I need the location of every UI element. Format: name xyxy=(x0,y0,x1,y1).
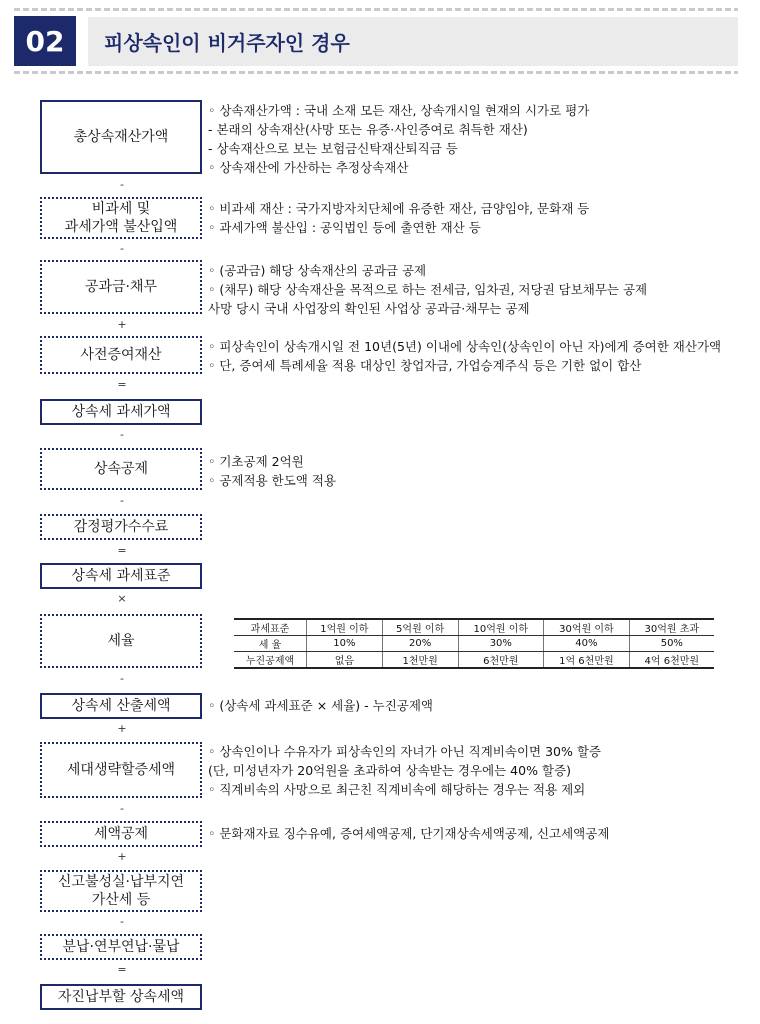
desc-line: (단, 미성년자가 20억원을 초과하여 상속받는 경우에는 40% 할증) xyxy=(208,763,571,778)
operator: - xyxy=(120,494,124,507)
step-label: 과세가액 불산입액 xyxy=(64,219,178,235)
desc-line: ◦ 상속인이나 수유자가 피상속인의 자녀가 아닌 직계비속이면 30% 할증 xyxy=(208,744,601,759)
step-box-prior-gift: 사전증여재산 xyxy=(40,336,202,374)
step-box-tax-rate: 세율 xyxy=(40,614,202,668)
operator: = xyxy=(117,378,127,391)
step-box-deduction: 상속공제 xyxy=(40,448,202,490)
table-row xyxy=(234,652,714,669)
header-bottom-rule xyxy=(14,71,738,74)
section-title-bar xyxy=(88,17,738,66)
step-desc-public-dues-debt xyxy=(208,261,647,318)
section-number: 02 xyxy=(14,16,76,66)
desc-line: ◦ 상속재산가액 : 국내 소재 모든 재산, 상속개시일 현재의 시가로 평가 xyxy=(208,103,590,118)
desc-line: 사망 당시 국내 사업장의 확인된 사업상 공과금·채무는 공제 xyxy=(208,301,530,316)
desc-line: ◦ 단, 증여세 특례세율 적용 대상인 창업자금, 가업승계주식 등은 기한 없이 합산 xyxy=(208,358,642,373)
table-cell: 6천만원 xyxy=(458,652,544,669)
table-cell: 5억원 이하 xyxy=(382,619,458,636)
table-row xyxy=(234,636,714,652)
step-desc-tax-credit xyxy=(208,824,609,843)
operator: + xyxy=(117,850,127,863)
step-box-self-payment: 자진납부할 상속세액 xyxy=(40,984,202,1010)
table-cell: 20% xyxy=(382,636,458,652)
step-box-total-estate: 총상속재산가액 xyxy=(40,100,202,174)
desc-line: ◦ 비과세 재산 : 국가지방자치단체에 유증한 재산, 금양임야, 문화재 등 xyxy=(208,201,590,216)
desc-line: ◦ (상속세 과세표준 × 세율) - 누진공제액 xyxy=(208,698,434,713)
operator: + xyxy=(117,318,127,331)
table-cell: 40% xyxy=(544,636,630,652)
table-cell: 1억 6천만원 xyxy=(544,652,630,669)
step-desc-prior-gift xyxy=(208,337,721,375)
desc-line: ◦ (공과금) 해당 상속재산의 공과금 공제 xyxy=(208,263,427,278)
step-box-computed-tax: 상속세 산출세액 xyxy=(40,693,202,719)
operator: - xyxy=(120,428,124,441)
step-label: 가산세 등 xyxy=(91,892,151,908)
desc-line: ◦ 상속재산에 가산하는 추정상속재산 xyxy=(208,160,409,175)
step-label: 비과세 및 xyxy=(91,201,151,217)
step-desc-computed-tax xyxy=(208,696,433,715)
operator: - xyxy=(120,178,124,191)
step-desc-total-estate xyxy=(208,101,589,177)
step-box-appraisal-fee: 감정평가수수료 xyxy=(40,514,202,540)
step-box-installment: 분납·연부연납·물납 xyxy=(40,934,202,960)
step-box-public-dues-debt: 공과금·채무 xyxy=(40,260,202,314)
table-cell: 30% xyxy=(458,636,544,652)
header-top-rule xyxy=(14,8,738,11)
operator: = xyxy=(117,544,127,557)
table-cell: 1억원 이하 xyxy=(307,619,383,636)
step-box-penalty-tax xyxy=(40,870,202,912)
step-box-generation-skip: 세대생략할증세액 xyxy=(40,742,202,798)
table-row xyxy=(234,619,714,636)
operator: = xyxy=(117,963,127,976)
desc-line: ◦ 공제적용 한도액 적용 xyxy=(208,473,336,488)
step-box-tax-base: 상속세 과세표준 xyxy=(40,563,202,589)
desc-line: ◦ (채무) 해당 상속재산을 목적으로 하는 전세금, 임차권, 저당권 담보채무는 공제 xyxy=(208,282,648,297)
table-cell: 30억원 이하 xyxy=(544,619,630,636)
desc-line: ◦ 피상속인이 상속개시일 전 10년(5년) 이내에 상속인(상속인이 아닌 자)에게 증여한 재산가액 xyxy=(208,339,722,354)
table-cell: 누진공제액 xyxy=(234,652,307,669)
step-box-nontaxable xyxy=(40,197,202,239)
step-desc-nontaxable xyxy=(208,199,589,237)
operator: - xyxy=(120,802,124,815)
operator: - xyxy=(120,672,124,685)
desc-line: ◦ 직계비속의 사망으로 최근친 직계비속에 해당하는 경우는 적용 제외 xyxy=(208,782,586,797)
table-cell: 세 율 xyxy=(234,636,307,652)
step-label: 신고불성실·납부지연 xyxy=(57,874,185,890)
operator: + xyxy=(117,722,127,735)
desc-line: - 상속재산으로 보는 보험금신탁재산퇴직금 등 xyxy=(208,141,458,156)
desc-line: ◦ 과세가액 불산입 : 공익법인 등에 출연한 재산 등 xyxy=(208,220,481,235)
page-title: 피상속인이 비거주자인 경우 xyxy=(104,31,350,55)
step-desc-generation-skip xyxy=(208,742,601,799)
step-box-taxable-value: 상속세 과세가액 xyxy=(40,399,202,425)
table-cell: 4억 6천만원 xyxy=(629,652,714,669)
table-cell: 1천만원 xyxy=(382,652,458,669)
step-desc-deduction xyxy=(208,452,336,490)
desc-line: ◦ 기초공제 2억원 xyxy=(208,454,304,469)
table-cell: 30억원 초과 xyxy=(629,619,714,636)
tax-rate-table xyxy=(234,618,714,669)
step-box-tax-credit: 세액공제 xyxy=(40,821,202,847)
table-cell: 없음 xyxy=(307,652,383,669)
table-cell: 10% xyxy=(307,636,383,652)
desc-line: - 본래의 상속재산(사망 또는 유증·사인증여로 취득한 재산) xyxy=(208,122,528,137)
table-cell: 과세표준 xyxy=(234,619,307,636)
operator: - xyxy=(120,242,124,255)
table-cell: 10억원 이하 xyxy=(458,619,544,636)
table-cell: 50% xyxy=(629,636,714,652)
operator: × xyxy=(117,592,127,605)
desc-line: ◦ 문화재자료 징수유예, 증여세액공제, 단기재상속세액공제, 신고세액공제 xyxy=(208,826,610,841)
operator: - xyxy=(120,915,124,928)
